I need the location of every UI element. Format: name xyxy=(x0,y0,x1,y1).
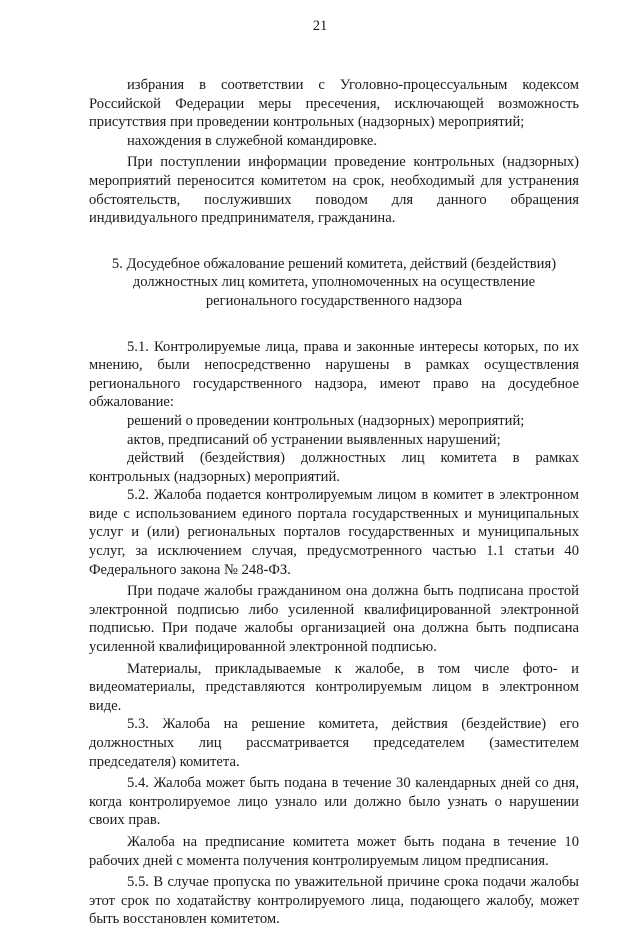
paragraph: избрания в соответствии с Уголовно-процессуальным кодексом Российской Федерации меры пресечения, исключающей возможность присутствия при проведении контрольных (надзорных) мероприятий; xyxy=(89,77,579,131)
main-paragraphs xyxy=(89,338,579,929)
paragraph: решений о проведении контрольных (надзорных) мероприятий; xyxy=(127,412,525,429)
paragraph: 5.4. Жалоба может быть подана в течение 30 календарных дней со дня, когда контролируемое лицо узнало или должно было узнать о нарушении своих прав. xyxy=(89,775,579,829)
section-heading-line: регионального государственного надзора xyxy=(205,292,463,309)
document-body xyxy=(89,76,579,929)
section-heading xyxy=(89,255,579,311)
section-heading-line: 5. Досудебное обжалование решений комитета, действий (бездействия) xyxy=(111,255,557,272)
paragraph: Жалоба на предписание комитета может быть подана в течение 10 рабочих дней с момента получения контролируемым лицом предписания. xyxy=(89,833,579,869)
top-paragraphs xyxy=(89,76,579,228)
paragraph: 5.5. В случае пропуска по уважительной причине срока подачи жалобы этот срок по ходатайству контролируемого лица, подающего жалобу, может быть восстановлен комитетом. xyxy=(89,874,579,928)
section-heading-line: должностных лиц комитета, уполномоченных на осуществление xyxy=(132,274,536,291)
paragraph: нахождения в служебной командировке. xyxy=(127,132,378,149)
paragraph: действий (бездействия) должностных лиц комитета в рамках контрольных (надзорных) мероприятий. xyxy=(89,450,579,485)
page-number: 21 xyxy=(312,18,328,34)
paragraph: 5.3. Жалоба на решение комитета, действия (бездействие) его должностных лиц рассматривается председателем (заместителем председателя) комитета. xyxy=(89,716,579,770)
paragraph: актов, предписаний об устранении выявленных нарушений; xyxy=(127,431,501,448)
paragraph: Материалы, прикладываемые к жалобе, в том числе фото- и видеоматериалы, представляются контролируемым лицом в электронном виде. xyxy=(89,660,579,714)
paragraph: 5.2. Жалоба подается контролируемым лицом в комитет в электронном виде с использованием единого портала государственных и муниципальных услуг и (или) региональных порталов государственных и муниципальных услуг, за исключением случая, предусмотренного частью 1.1 статьи 40 Федерального закона № 248-ФЗ. xyxy=(89,487,579,578)
paragraph: При поступлении информации проведение контрольных (надзорных) мероприятий переносится комитетом на срок, необходимый для устранения обстоятельств, послуживших поводом для данного обращения индивидуального предпринимателя, гражданина. xyxy=(89,154,579,227)
paragraph: 5.1. Контролируемые лица, права и законные интересы которых, по их мнению, были непосредственно нарушены в рамках осуществления регионального государственного надзора, имеют право на досудебное обжалование: xyxy=(89,338,579,411)
paragraph: При подаче жалобы гражданином она должна быть подписана простой электронной подписью либо усиленной квалифицированной электронной подписью. При подаче жалобы организацией она должна быть подписана усиленной квалифицированной электронной подписью. xyxy=(89,583,579,656)
